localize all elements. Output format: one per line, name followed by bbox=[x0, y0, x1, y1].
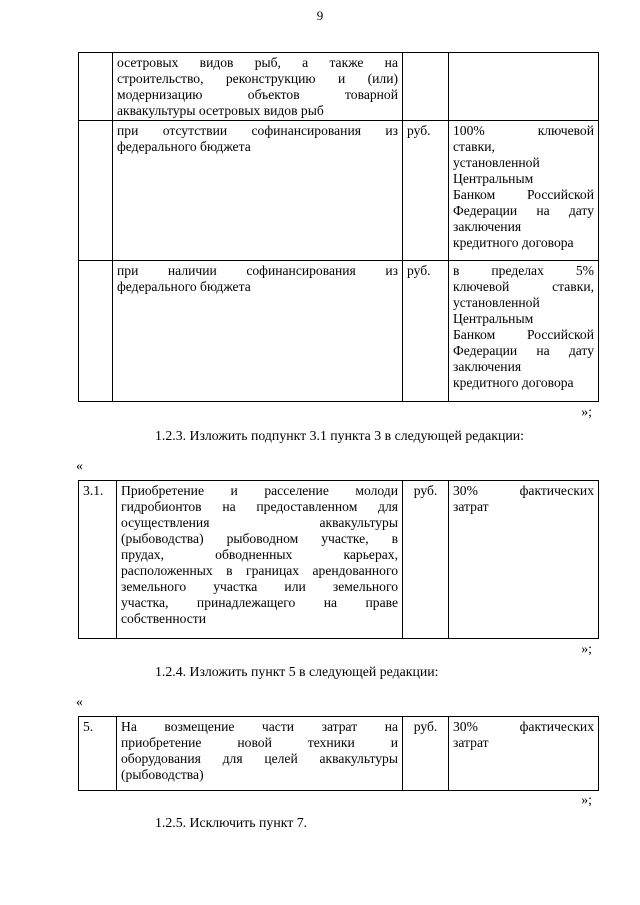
text-line: федерального бюджета bbox=[117, 279, 251, 294]
value-cell bbox=[449, 53, 599, 121]
text-line: (рыбоводства) bbox=[121, 767, 204, 782]
closing-quote: »; bbox=[581, 404, 592, 419]
text-line: установленной bbox=[453, 295, 540, 310]
paragraph-1-2-5: 1.2.5. Исключить пункт 7. bbox=[155, 815, 308, 830]
table-row bbox=[79, 121, 599, 261]
text-line: при отсутствии софинансирования из bbox=[117, 123, 398, 138]
text-line: осуществления аквакультуры bbox=[121, 515, 398, 530]
text-line: затрат bbox=[453, 499, 489, 514]
description-cell bbox=[113, 53, 403, 121]
text-line: заключения bbox=[453, 219, 522, 234]
text-line: На возмещение части затрат на bbox=[121, 719, 398, 734]
text-line: в пределах 5% bbox=[453, 263, 594, 278]
opening-quote: « bbox=[76, 458, 83, 473]
text-line: участка, принадлежащего на праве bbox=[121, 595, 398, 610]
text-line: (рыбоводства) рыбоводном участке, в bbox=[121, 531, 398, 546]
text-line: собственности bbox=[121, 611, 207, 626]
row-number-cell: 5. bbox=[79, 717, 117, 791]
closing-quote: »; bbox=[581, 792, 592, 807]
text-line: осетровых видов рыб, а также на bbox=[117, 55, 398, 70]
table-subsidy-rates bbox=[78, 52, 599, 402]
text-line: Банком Российской bbox=[453, 187, 594, 202]
unit-cell: руб. bbox=[403, 481, 449, 639]
value-cell bbox=[449, 481, 599, 639]
row-number-cell bbox=[79, 261, 113, 402]
value-cell bbox=[449, 261, 599, 402]
text-line: установленной bbox=[453, 155, 540, 170]
text-line: федерального бюджета bbox=[117, 139, 251, 154]
table-row bbox=[79, 261, 599, 402]
description-cell bbox=[113, 121, 403, 261]
value-cell bbox=[449, 717, 599, 791]
unit-cell bbox=[403, 53, 449, 121]
value-cell bbox=[449, 121, 599, 261]
table-item-5 bbox=[78, 716, 599, 791]
text-line: приобретение новой техники и bbox=[121, 735, 398, 750]
text-line: Федерации на дату bbox=[453, 203, 594, 218]
text-line: расположенных в границах арендованного bbox=[121, 563, 398, 578]
text-line: модернизацию объектов товарной bbox=[117, 87, 398, 102]
row-number-cell bbox=[79, 53, 113, 121]
table-row bbox=[79, 481, 599, 639]
text-line: кредитного договора bbox=[453, 235, 574, 250]
paragraph-1-2-4: 1.2.4. Изложить пункт 5 в следующей редакции: bbox=[155, 664, 439, 679]
text-line: прудах, обводненных карьерах, bbox=[121, 547, 398, 562]
row-number-cell bbox=[79, 121, 113, 261]
unit-cell: руб. bbox=[403, 261, 449, 402]
unit-cell: руб. bbox=[403, 121, 449, 261]
row-number-cell: 3.1. bbox=[79, 481, 117, 639]
unit-cell: руб. bbox=[403, 717, 449, 791]
closing-quote: »; bbox=[581, 641, 592, 656]
table-item-3-1 bbox=[78, 480, 599, 639]
text-line: 30% фактических bbox=[453, 719, 594, 734]
text-line: заключения bbox=[453, 359, 522, 374]
text-line: Центральным bbox=[453, 171, 534, 186]
table-row bbox=[79, 53, 599, 121]
text-line: земельного участка или земельного bbox=[121, 579, 398, 594]
text-line: аквакультуры осетровых видов рыб bbox=[117, 103, 324, 118]
table-row bbox=[79, 717, 599, 791]
text-line: Центральным bbox=[453, 311, 534, 326]
text-line: Федерации на дату bbox=[453, 343, 594, 358]
description-cell bbox=[117, 717, 403, 791]
text-line: 30% фактических bbox=[453, 483, 594, 498]
description-cell bbox=[113, 261, 403, 402]
page-number: 9 bbox=[316, 8, 324, 23]
opening-quote: « bbox=[76, 694, 83, 709]
text-line: затрат bbox=[453, 735, 489, 750]
text-line: гидробионтов на предоставленном для bbox=[121, 499, 398, 514]
text-line: Банком Российской bbox=[453, 327, 594, 342]
text-line: 100% ключевой bbox=[453, 123, 594, 138]
text-line: оборудования для целей аквакультуры bbox=[121, 751, 398, 766]
description-cell bbox=[117, 481, 403, 639]
text-line: ставки, bbox=[453, 139, 495, 154]
paragraph-1-2-3: 1.2.3. Изложить подпункт 3.1 пункта 3 в следующей редакции: bbox=[155, 428, 524, 443]
text-line: Приобретение и расселение молоди bbox=[121, 483, 398, 498]
text-line: строительство, реконструкцию и (или) bbox=[117, 71, 398, 86]
text-line: кредитного договора bbox=[453, 375, 574, 390]
text-line: ключевой ставки, bbox=[453, 279, 594, 294]
text-line: при наличии софинансирования из bbox=[117, 263, 398, 278]
